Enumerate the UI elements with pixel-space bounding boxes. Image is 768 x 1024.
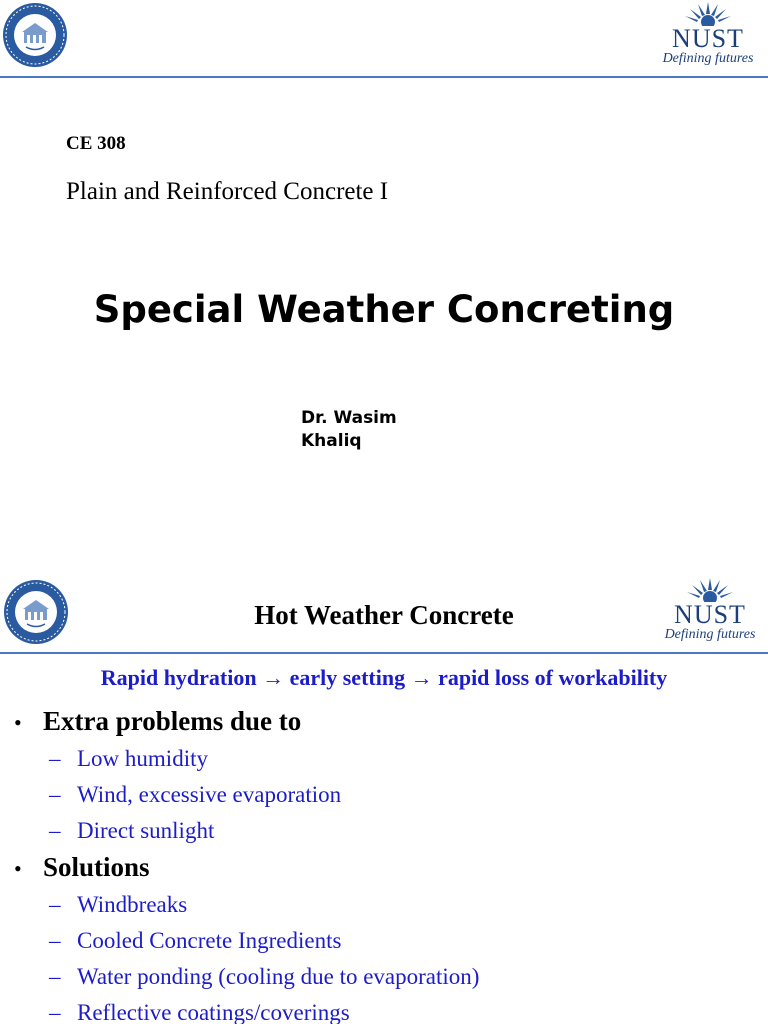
sub-bullet-text: Wind, excessive evaporation bbox=[77, 782, 342, 807]
sub-bullet bbox=[49, 741, 754, 777]
dash-icon: – bbox=[49, 964, 61, 989]
bullet-heading-text: Solutions bbox=[43, 852, 150, 882]
sunburst-icon bbox=[686, 578, 734, 602]
header-divider bbox=[0, 76, 768, 78]
sub-bullet-text: Low humidity bbox=[77, 746, 208, 771]
sub-bullet-text: Water ponding (cooling due to evaporation) bbox=[77, 964, 480, 989]
dash-icon: – bbox=[49, 928, 61, 953]
bullet-dot-icon: • bbox=[14, 710, 22, 735]
nust-tagline: Defining futures bbox=[664, 627, 756, 642]
slide-title: Hot Weather Concrete bbox=[254, 600, 514, 630]
nust-logo-text: NUST bbox=[674, 600, 746, 629]
slide-title: Special Weather Concreting bbox=[93, 288, 675, 331]
sunburst-icon bbox=[684, 2, 732, 26]
bullet-heading bbox=[14, 849, 754, 887]
bullet-dot-icon: • bbox=[14, 856, 22, 881]
nust-logo bbox=[652, 2, 764, 76]
sub-bullet bbox=[49, 995, 754, 1024]
dash-icon: – bbox=[49, 818, 61, 843]
sub-bullet-text: Direct sunlight bbox=[77, 818, 215, 843]
bullet-heading bbox=[14, 703, 754, 741]
sub-bullet bbox=[49, 887, 754, 923]
university-seal-logo bbox=[2, 2, 68, 68]
sub-bullet bbox=[49, 813, 754, 849]
author-line-1: Dr. Wasim bbox=[301, 408, 397, 428]
sub-bullet-text: Reflective coatings/coverings bbox=[77, 1000, 350, 1024]
author-line-2: Khaliq bbox=[301, 431, 362, 451]
sub-bullet-text: Cooled Concrete Ingredients bbox=[77, 928, 342, 953]
content-slide bbox=[0, 575, 768, 1024]
dash-icon: – bbox=[49, 892, 61, 917]
bullet-list bbox=[14, 703, 754, 1024]
dash-icon: – bbox=[49, 1000, 61, 1024]
nust-logo-text: NUST bbox=[672, 24, 744, 53]
dash-icon: – bbox=[49, 782, 61, 807]
sub-bullet bbox=[49, 959, 754, 995]
course-code: CE 308 bbox=[66, 133, 126, 154]
nust-tagline: Defining futures bbox=[662, 51, 754, 66]
bullet-heading-text: Extra problems due to bbox=[43, 706, 302, 736]
slide-subtitle: Rapid hydration → early setting → rapid loss of workability bbox=[100, 665, 668, 690]
author-name bbox=[301, 407, 441, 453]
sub-bullet bbox=[49, 923, 754, 959]
header-divider bbox=[0, 652, 768, 654]
course-name: Plain and Reinforced Concrete I bbox=[66, 178, 389, 205]
sub-bullet-text: Windbreaks bbox=[77, 892, 188, 917]
dash-icon: – bbox=[49, 746, 61, 771]
sub-bullet bbox=[49, 777, 754, 813]
